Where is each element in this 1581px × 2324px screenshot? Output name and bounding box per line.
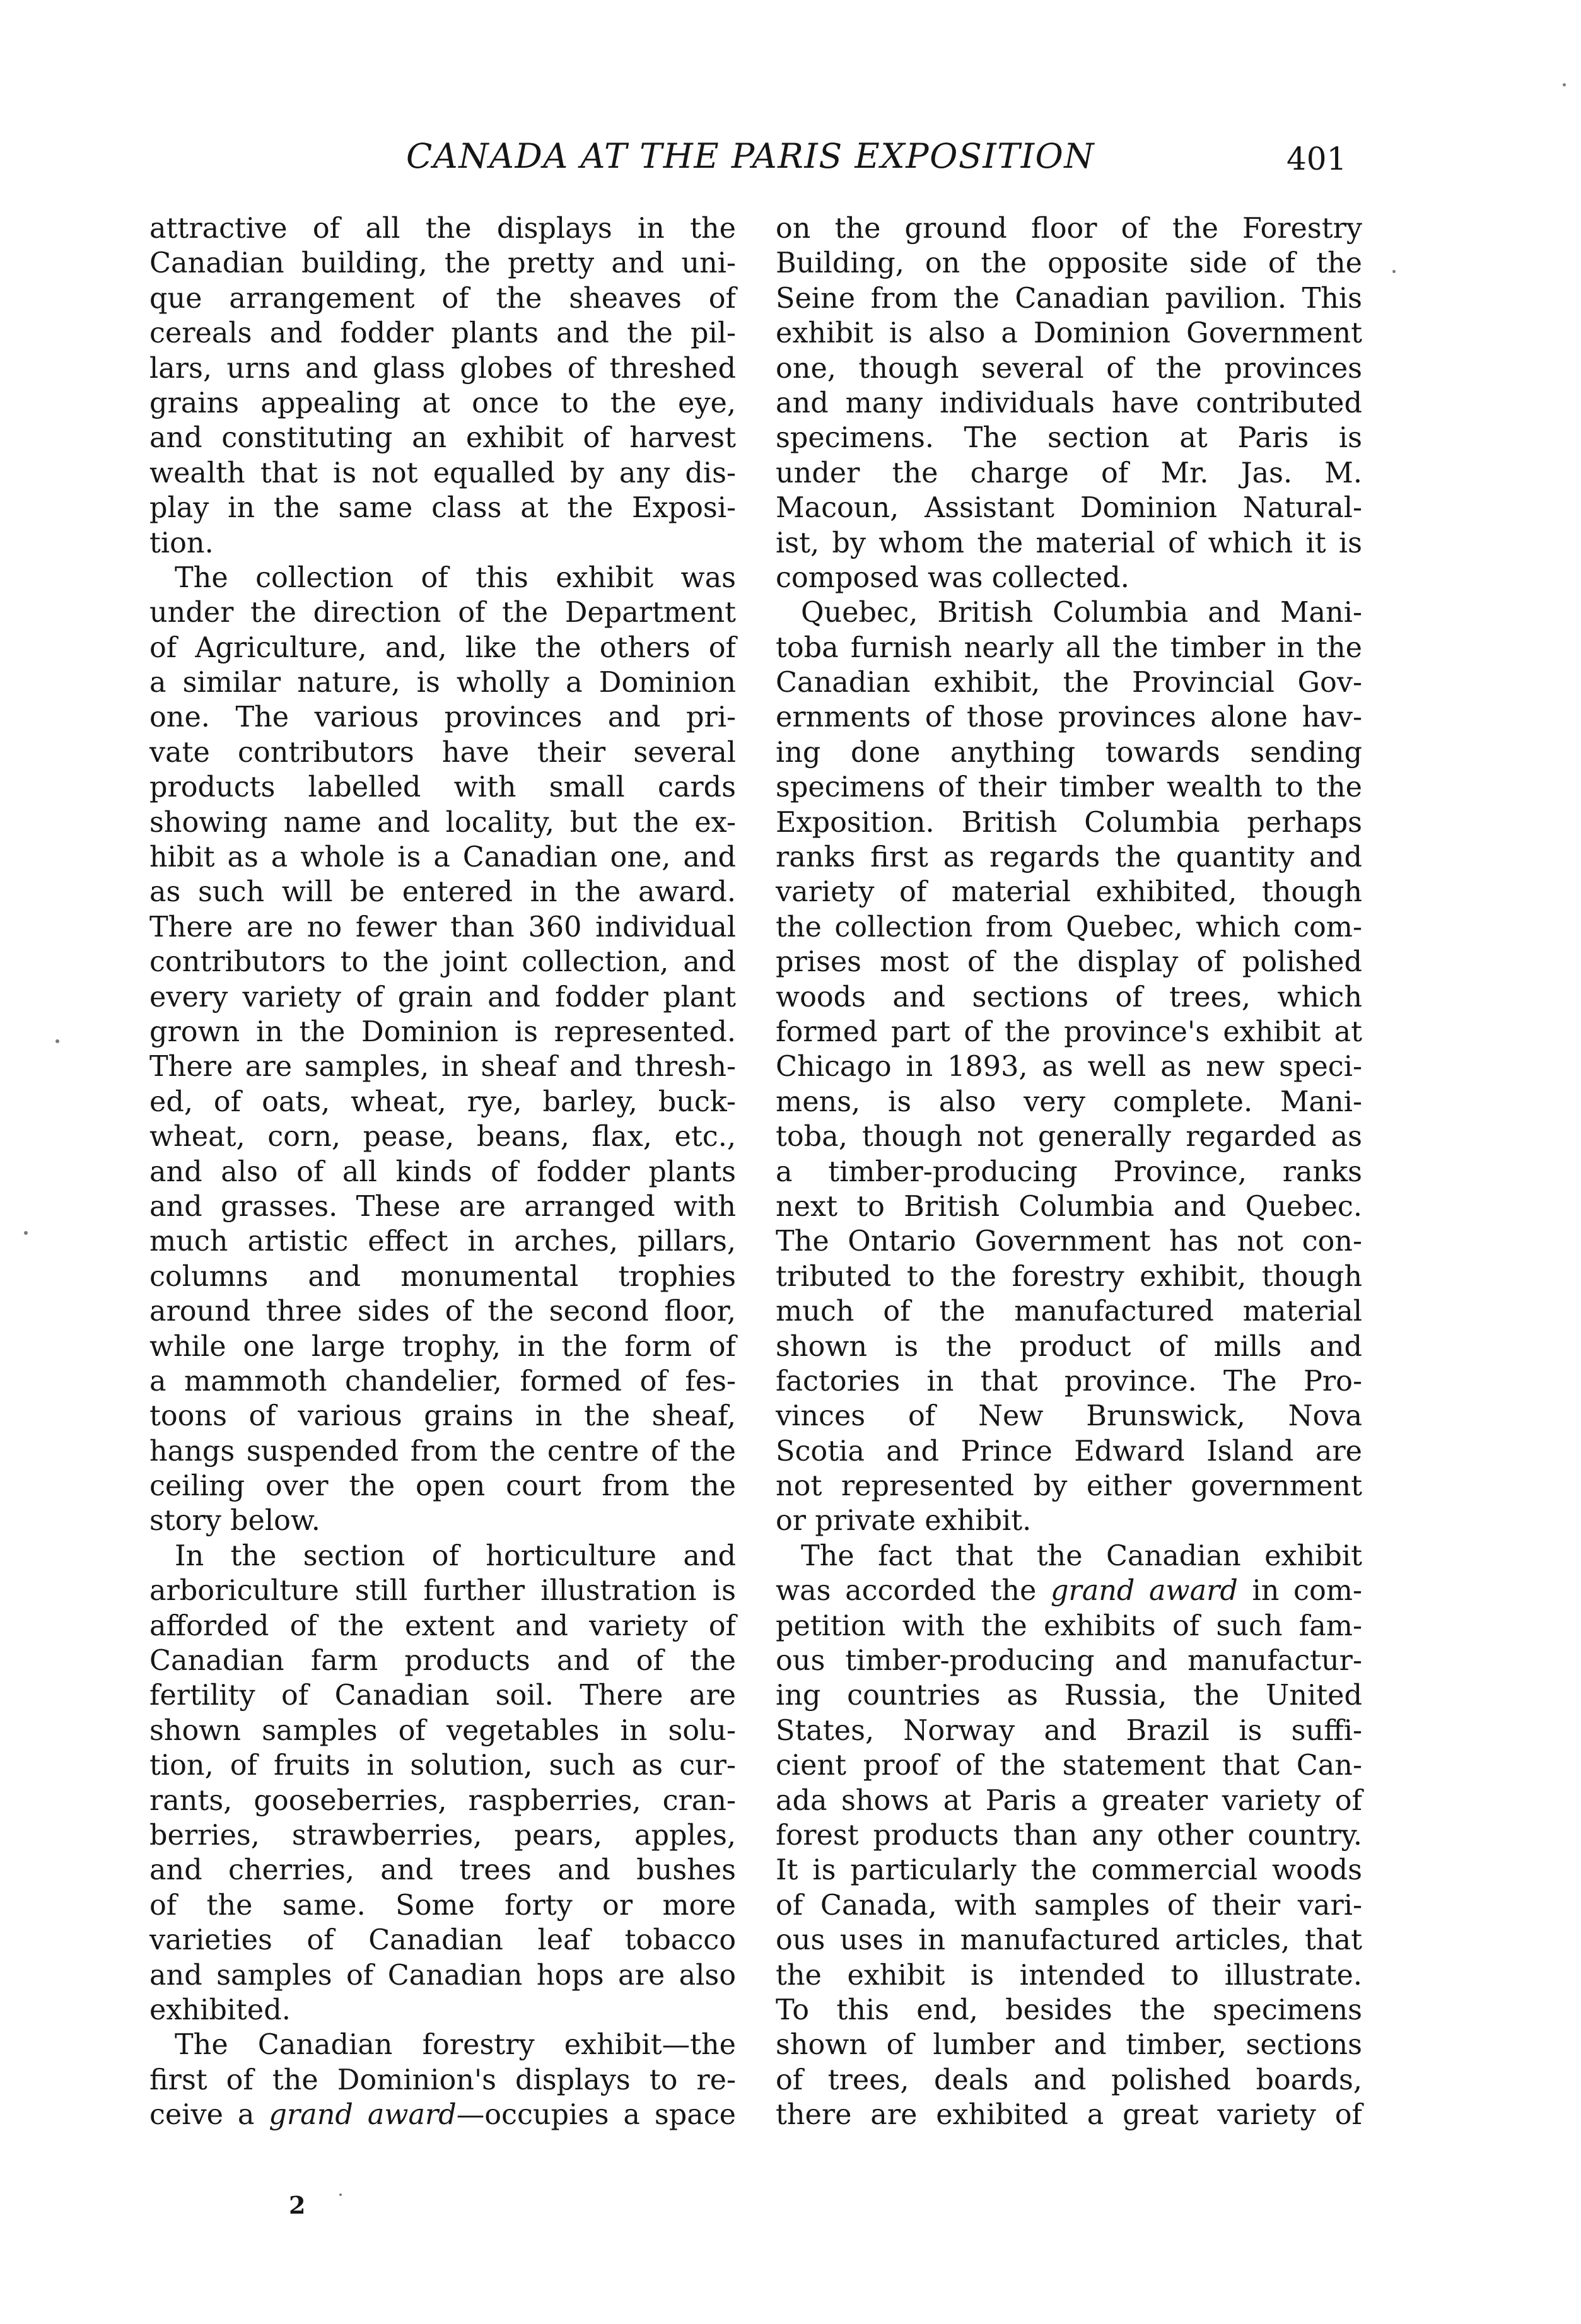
text-line: cereals and fodder plants and the pil- [149,317,736,350]
print-speck [24,1231,28,1235]
text-line: grains appealing at once to the eye, [149,387,736,419]
text-line: there are exhibited a great variety of [776,2099,1362,2132]
italic-phrase: grand award [269,2099,457,2132]
text-line: que arrangement of the sheaves of [149,282,736,315]
text-line: lars, urns and glass globes of threshed [149,352,736,385]
text-line: the exhibit is intended to illustrate. [776,1959,1362,1992]
text-line: wheat, corn, pease, beans, flax, etc., [149,1121,736,1153]
text-line: story below. [149,1505,320,1538]
text-line: It is particularly the commercial woods [776,1854,1362,1887]
text-line: of Canada, with samples of their vari- [776,1889,1362,1922]
text-line: ous uses in manufactured articles, that [776,1924,1362,1957]
text-line: columns and monumental trophies [149,1260,736,1293]
text-line: of Agriculture, and, like the others of [149,631,736,664]
text-line: shown is the product of mills and [776,1330,1362,1363]
text-line: ed, of oats, wheat, rye, barley, buck- [149,1085,736,1118]
text-line: ous timber-producing and manufactur- [776,1645,1362,1678]
print-speck [339,2193,342,2196]
text-line: The Ontario Government has not con- [776,1225,1362,1258]
text-line: Canadian exhibit, the Provincial Gov- [776,667,1362,699]
text-line [776,1574,1362,1608]
text-line: under the charge of Mr. Jas. M. [776,457,1362,489]
text-line: There are samples, in sheaf and thresh- [149,1051,736,1083]
signature-mark: 2 [289,2191,306,2219]
text-line: one, though several of the provinces [776,352,1362,385]
text-line: Scotia and Prince Edward Island are [776,1435,1362,1468]
text-line: variety of material exhibited, though [776,876,1362,909]
text-line: toba, though not generally regarded as [776,1121,1362,1153]
text-line: as such will be entered in the award. [149,876,736,909]
text-line: tion. [149,527,214,559]
text-line: much of the manufactured material [776,1295,1362,1328]
text-line: Chicago in 1893, as well as new speci- [776,1051,1362,1083]
text-line: and cherries, and trees and bushes [149,1854,736,1887]
text-line: toons of various grains in the sheaf, [149,1400,736,1433]
text-line: The collection of this exhibit was [175,561,736,594]
text-line: exhibited. [149,1994,291,2026]
text-line: and constituting an exhibit of harvest [149,422,736,455]
text-line: fertility of Canadian soil. There are [149,1679,736,1712]
text-line: showing name and locality, but the ex- [149,806,736,839]
text-line: a mammoth chandelier, formed of fes- [149,1365,736,1398]
print-speck [1392,270,1396,273]
right-column [776,211,1362,2132]
text-line: In the section of horticulture and [175,1539,736,1572]
text-run: was accorded the [776,1575,1051,1608]
text-run: ceive a [149,2099,269,2132]
text-line: much artistic effect in arches, pillars, [149,1225,736,1258]
text-line: ing countries as Russia, the United [776,1679,1362,1712]
text-line: contributors to the joint collection, and [149,946,736,979]
text-line: first of the Dominion's displays to re- [149,2064,736,2096]
left-column [149,211,736,2132]
text-line: specimens of their timber wealth to the [776,771,1362,804]
text-line: grown in the Dominion is represented. [149,1015,736,1048]
print-speck [55,1039,59,1043]
text-line: specimens. The section at Paris is [776,422,1362,455]
text-line: a timber-producing Province, ranks [776,1155,1362,1188]
text-line: varieties of Canadian leaf tobacco [149,1924,736,1957]
text-run: in com- [1237,1575,1362,1608]
text-line: ada shows at Paris a greater variety of [776,1784,1362,1817]
text-line: on the ground floor of the Forestry [776,213,1362,245]
text-line: tion, of fruits in solution, such as cur- [149,1749,736,1782]
page-number: 401 [1286,141,1347,177]
text-line: States, Norway and Brazil is suffi- [776,1714,1362,1747]
text-line: Macoun, Assistant Dominion Natural- [776,492,1362,525]
text-line: ist, by whom the material of which it is [776,527,1362,559]
text-line: rants, gooseberries, raspberries, cran- [149,1784,736,1817]
text-line: petition with the exhibits of such fam- [776,1609,1362,1642]
text-line: one. The various provinces and pri- [149,701,736,734]
italic-phrase: grand award [1050,1575,1238,1608]
text-line: berries, strawberries, pears, apples, [149,1819,736,1852]
text-line: There are no fewer than 360 individual [149,911,736,943]
text-line: Quebec, British Columbia and Mani- [801,597,1362,629]
text-line: ceiling over the open court from the [149,1470,736,1503]
text-line: the collection from Quebec, which com- [776,911,1362,943]
text-line: vinces of New Brunswick, Nova [776,1400,1362,1433]
text-line: of the same. Some forty or more [149,1889,736,1922]
text-line: To this end, besides the specimens [776,1994,1362,2026]
text-line: cient proof of the statement that Can- [776,1749,1362,1782]
text-line: exhibit is also a Dominion Government [776,317,1362,350]
text-line: factories in that province. The Pro- [776,1365,1362,1398]
text-line: toba furnish nearly all the timber in the [776,631,1362,664]
text-line: forest products than any other country. [776,1819,1362,1852]
text-line: Seine from the Canadian pavilion. This [776,282,1362,315]
running-head [0,131,1581,182]
text-line: hibit as a whole is a Canadian one, and [149,841,736,874]
text-line: Canadian farm products and of the [149,1645,736,1678]
text-line: and many individuals have contributed [776,387,1362,419]
text-line: while one large trophy, in the form of [149,1330,736,1363]
text-line: tributed to the forestry exhibit, though [776,1260,1362,1293]
text-line: prises most of the display of polished [776,946,1362,979]
text-line: woods and sections of trees, which [776,981,1362,1013]
text-line: a similar nature, is wholly a Dominion [149,667,736,699]
text-line: ernments of those provinces alone hav- [776,701,1362,734]
text-line: attractive of all the displays in the [149,213,736,245]
running-title: CANADA AT THE PARIS EXPOSITION [405,136,1095,176]
text-line: shown samples of vegetables in solu- [149,1714,736,1747]
text-line: and grasses. These are arranged with [149,1190,736,1223]
text-line: under the direction of the Department [149,597,736,629]
text-line: products labelled with small cards [149,771,736,804]
text-line: The Canadian forestry exhibit—the [175,2029,736,2062]
text-run: —occupies a space [456,2099,736,2132]
text-line: hangs suspended from the centre of the [149,1435,736,1468]
text-line: play in the same class at the Exposi- [149,492,736,525]
text-line [149,2098,736,2132]
text-line: Exposition. British Columbia perhaps [776,806,1362,839]
text-line: and also of all kinds of fodder plants [149,1155,736,1188]
text-line: and samples of Canadian hops are also [149,1959,736,1992]
text-line: around three sides of the second floor, [149,1295,736,1328]
text-line: of trees, deals and polished boards, [776,2064,1362,2096]
text-line: not represented by either government [776,1470,1362,1503]
print-speck [1563,83,1566,86]
text-line: Canadian building, the pretty and uni- [149,247,736,280]
text-line: vate contributors have their several [149,736,736,769]
text-line: afforded of the extent and variety of [149,1609,736,1642]
text-line: formed part of the province's exhibit at [776,1015,1362,1048]
text-line: wealth that is not equalled by any dis- [149,457,736,489]
text-line: arboriculture still further illustration is [149,1575,736,1608]
text-line: or private exhibit. [776,1505,1032,1538]
text-line: ing done anything towards sending [776,736,1362,769]
text-line: mens, is also very complete. Mani- [776,1085,1362,1118]
text-line: ranks first as regards the quantity and [776,841,1362,874]
text-line: Building, on the opposite side of the [776,247,1362,280]
text-line: every variety of grain and fodder plant [149,981,736,1013]
text-line: shown of lumber and timber, sections [776,2029,1362,2062]
text-line: composed was collected. [776,561,1129,594]
text-line: next to British Columbia and Quebec. [776,1190,1362,1223]
text-line: The fact that the Canadian exhibit [801,1539,1362,1572]
